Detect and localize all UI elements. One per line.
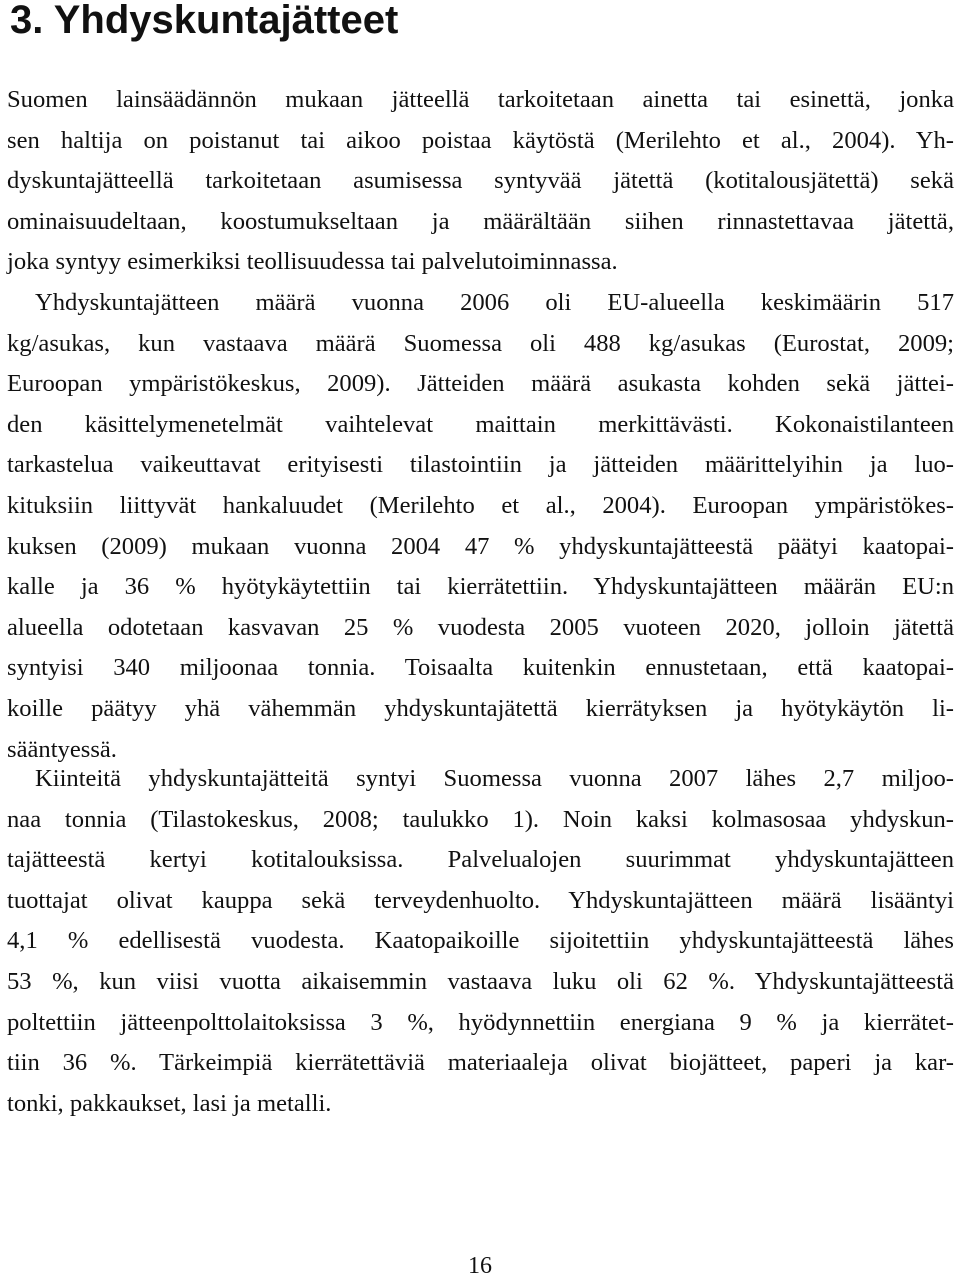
- paragraph-line: kituksiin liittyvät hankaluudet (Merilehto et al., 2004). Euroopan ympäristökes-: [7, 491, 954, 519]
- paragraph-line: sääntyessä.: [7, 735, 117, 763]
- paragraph-line: koille päätyy yhä vähemmän yhdyskuntajätettä kierrätyksen ja hyötykäytön li-: [7, 694, 954, 722]
- paragraph-line: kg/asukas, kun vastaava määrä Suomessa oli 488 kg/asukas (Eurostat, 2009;: [7, 329, 954, 357]
- paragraph-line: ominaisuudeltaan, koostumukseltaan ja määrältään siihen rinnastettavaa jätettä,: [7, 207, 954, 235]
- paragraph-line: tuottajat olivat kauppa sekä terveydenhuolto. Yhdyskuntajätteen määrä lisääntyi: [7, 886, 954, 914]
- paragraph-line: den käsittelymenetelmät vaihtelevat maittain merkittävästi. Kokonaistilanteen: [7, 410, 954, 438]
- paragraph-line: dyskuntajätteellä tarkoitetaan asumisessa syntyvää jätettä (kotitalousjätettä) sekä: [7, 167, 954, 195]
- page-number: 16: [468, 1253, 492, 1279]
- paragraph-line: tonki, pakkaukset, lasi ja metalli.: [7, 1089, 332, 1117]
- section-heading: 3. Yhdyskuntajätteet: [10, 0, 399, 42]
- paragraph-2: [7, 759, 954, 1124]
- paragraph-line: joka syntyy esimerkiksi teollisuudessa tai palvelutoiminnassa.: [7, 248, 618, 276]
- paragraph-line: Euroopan ympäristökeskus, 2009). Jätteiden määrä asukasta kohden sekä jättei-: [7, 370, 954, 398]
- paragraph-1: [7, 80, 954, 770]
- paragraph-line: poltettiin jätteenpolttolaitoksissa 3 %, hyödynnettiin energiana 9 % ja kierrätet-: [7, 1008, 954, 1036]
- paragraph-line: kuksen (2009) mukaan vuonna 2004 47 % yhdyskuntajätteestä päätyi kaatopai-: [7, 532, 954, 560]
- paragraph-line: Suomen lainsäädännön mukaan jätteellä tarkoitetaan ainetta tai esinettä, jonka: [7, 86, 954, 113]
- paragraph-line: 53 %, kun viisi vuotta aikaisemmin vastaava luku oli 62 %. Yhdyskuntajätteestä: [7, 967, 954, 995]
- paragraph-line: sen haltija on poistanut tai aikoo poistaa käytöstä (Merilehto et al., 2004). Yh-: [7, 126, 954, 154]
- paragraph-line: naa tonnia (Tilastokeskus, 2008; taulukko 1). Noin kaksi kolmasosaa yhdyskun-: [7, 805, 954, 833]
- paragraph-line: tarkastelua vaikeuttavat erityisesti tilastointiin ja jätteiden määrittelyihin ja luo-: [7, 451, 954, 479]
- paragraph-line: syntyisi 340 miljoonaa tonnia. Toisaalta kuitenkin ennustetaan, että kaatopai-: [7, 654, 954, 682]
- paragraph-line: tajätteestä kertyi kotitalouksissa. Palvelualojen suurimmat yhdyskuntajätteen: [7, 846, 954, 874]
- paragraph-line: tiin 36 %. Tärkeimpiä kierrätettäviä materiaaleja olivat biojätteet, paperi ja kar-: [7, 1049, 954, 1077]
- paragraph-line: Yhdyskuntajätteen määrä vuonna 2006 oli EU-alueella keskimäärin 517: [35, 288, 954, 316]
- paragraph-line: 4,1 % edellisestä vuodesta. Kaatopaikoille sijoitettiin yhdyskuntajätteestä lähes: [7, 927, 954, 955]
- paragraph-line: kalle ja 36 % hyötykäytettiin tai kierrätettiin. Yhdyskuntajätteen määrän EU:n: [7, 573, 954, 601]
- paragraph-line: alueella odotetaan kasvavan 25 % vuodesta 2005 vuoteen 2020, jolloin jätettä: [7, 613, 954, 641]
- paragraph-line: Kiinteitä yhdyskuntajätteitä syntyi Suomessa vuonna 2007 lähes 2,7 miljoo-: [35, 765, 954, 792]
